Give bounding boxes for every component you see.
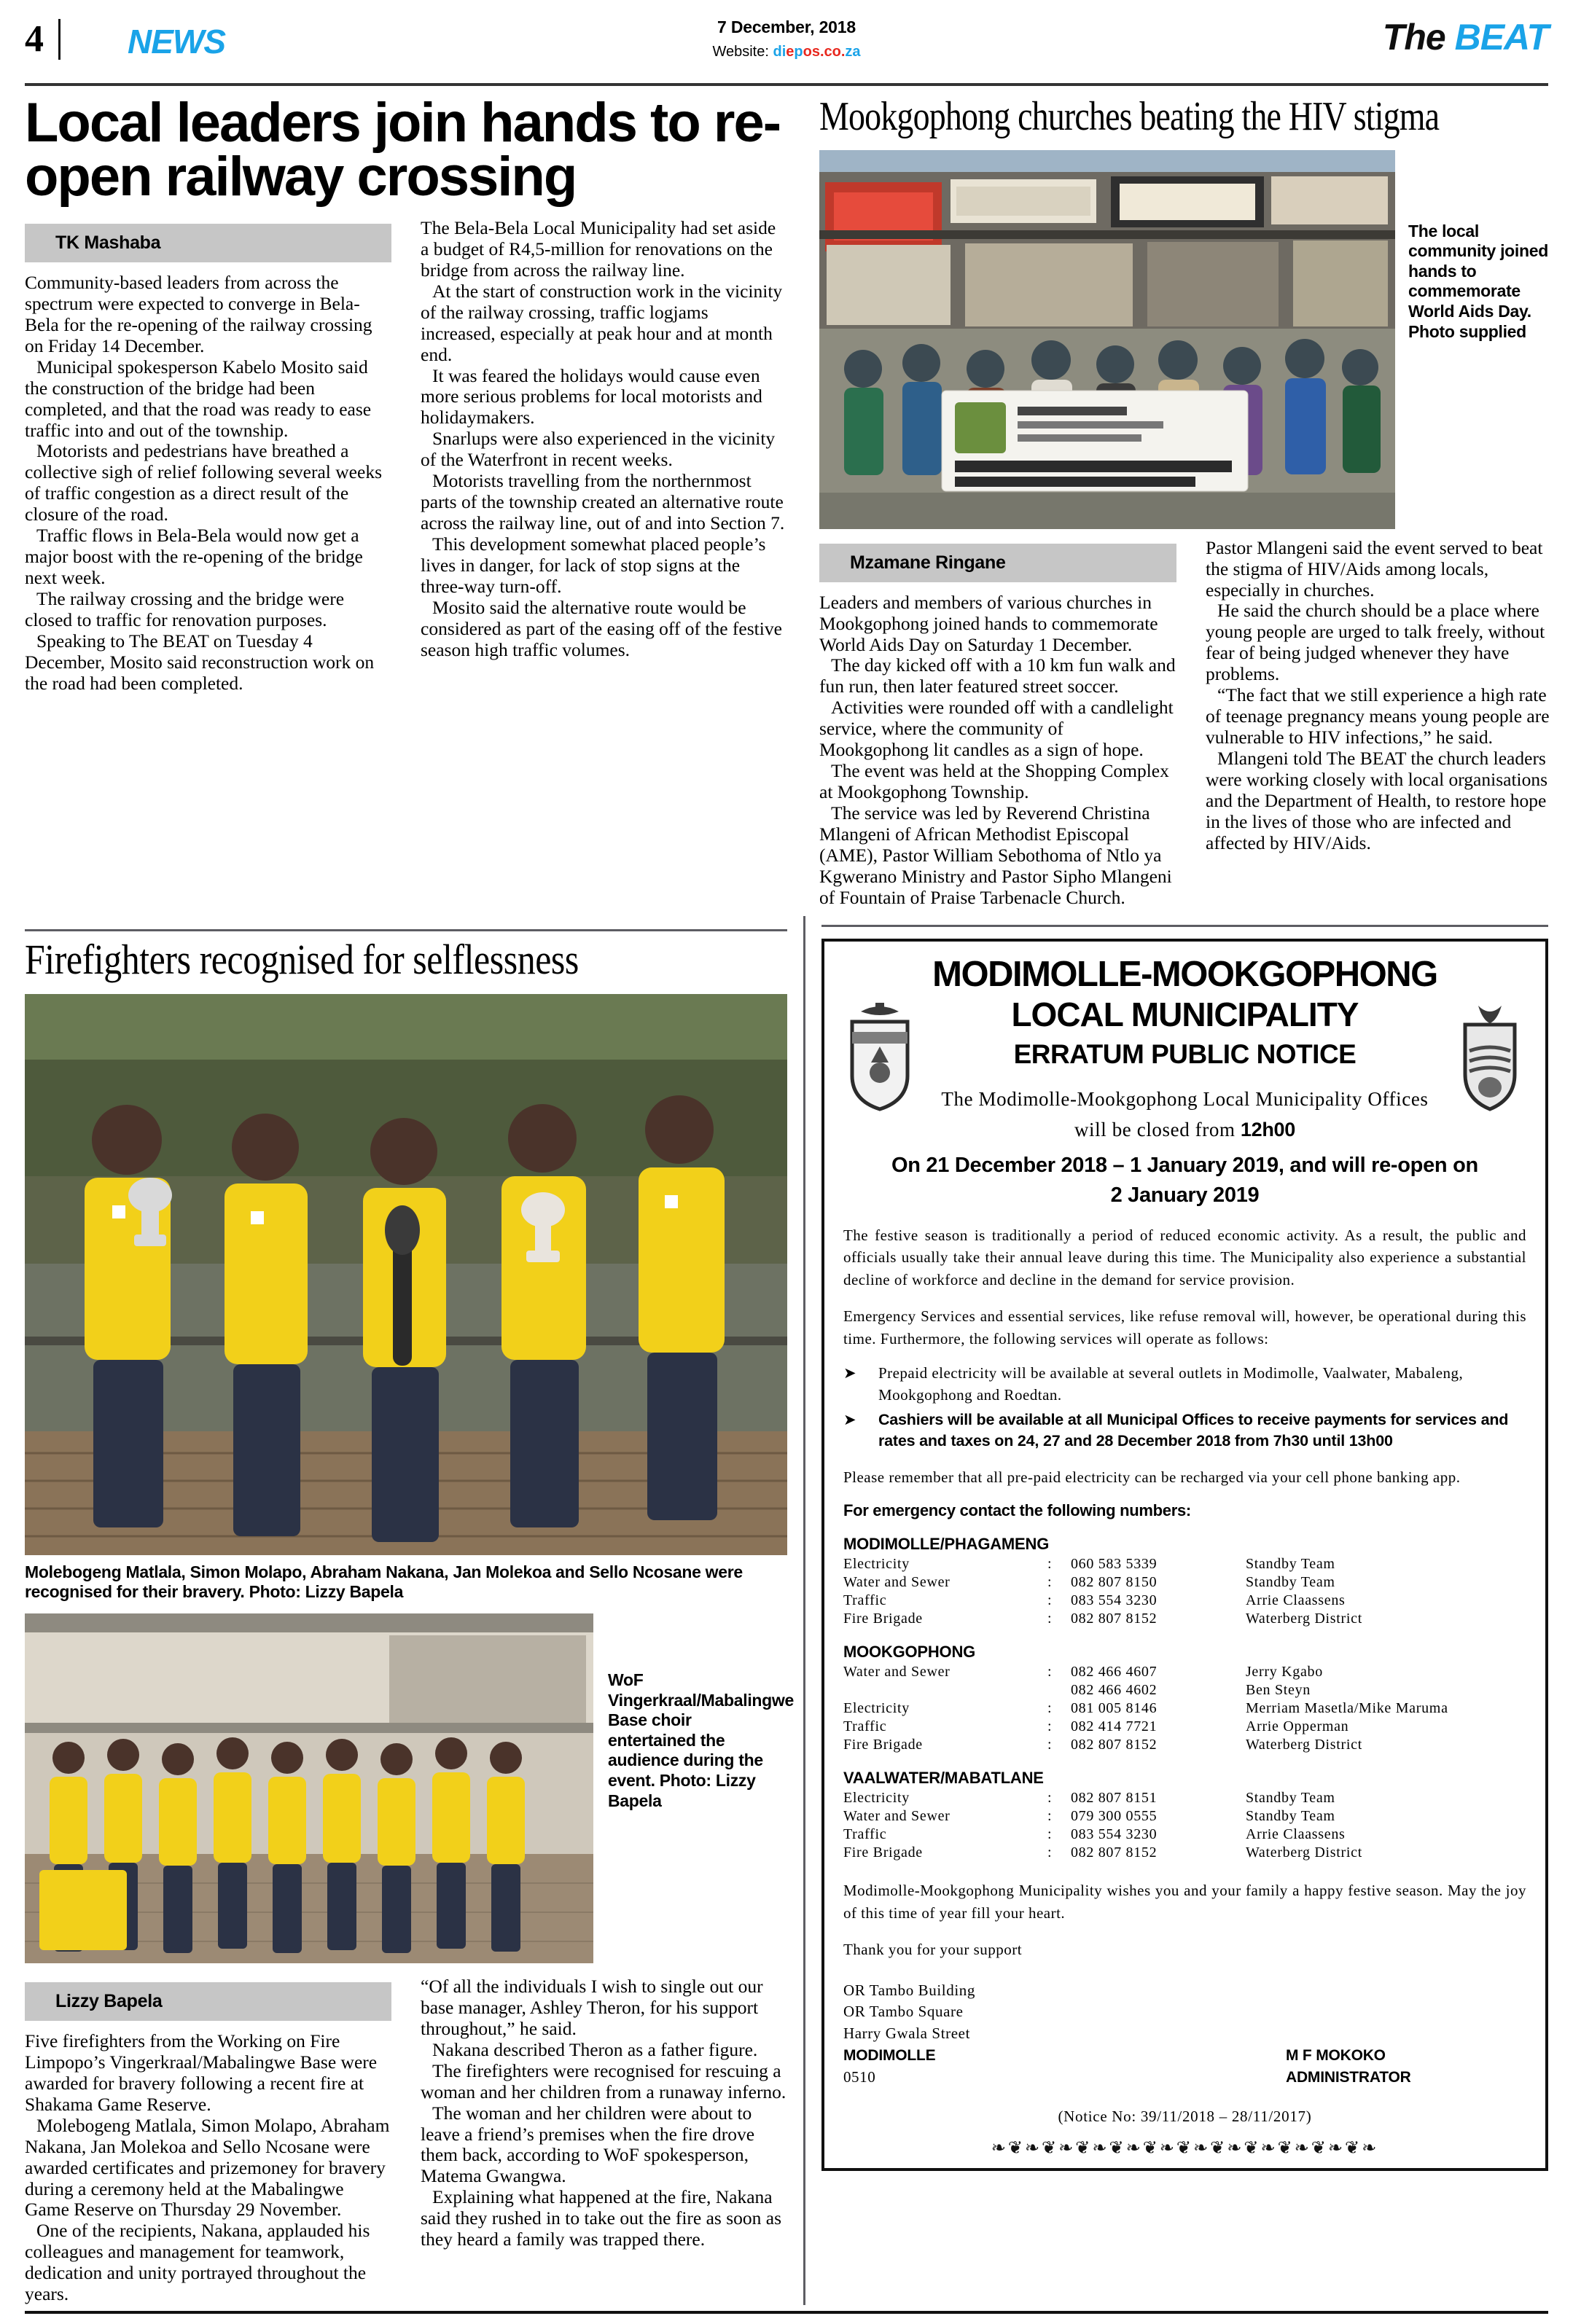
contact-group-heading: MOOKGOPHONG [843, 1643, 976, 1662]
table-row [843, 1610, 1526, 1628]
top-section [25, 92, 1550, 909]
municipal-crest-left-icon [846, 1003, 913, 1112]
paragraph: This development somewhat placed people’s lives in danger, for lack of stop signs at the three-way turn-off. [421, 533, 766, 597]
page-number: 4 [25, 18, 44, 60]
phone-number: 060 583 5339 [1070, 1556, 1158, 1573]
phone-number: 082 807 8150 [1070, 1574, 1158, 1591]
paragraph: Motorists travelling from the northernmost parts of the township created an alternative route across the railway line, out of and into Section 7. [421, 470, 785, 534]
paragraph: Five firefighters from the Working on Fire Limpopo’s Vingerkraal/Mabalingwe Base were awarded for bravery following a recent fire at Shakama Game Reserve. [25, 2030, 378, 2115]
paragraph: Mosito said the alternative route would be considered as part of the easing off of the festive season high traffic volumes. [421, 596, 782, 660]
brand-logo [1383, 16, 1548, 58]
hiv-headline: Mookgophong churches beating the HIV stigma [819, 94, 1440, 139]
paragraph: The railway crossing and the bridge were closed to traffic for renovation purposes. [25, 588, 345, 630]
contact-person: Standby Team [1245, 1808, 1335, 1825]
notice-title-line2: LOCAL MUNICIPALITY [1011, 995, 1359, 1034]
contact-person: Waterberg District [1245, 1737, 1362, 1753]
masthead [25, 16, 1548, 79]
address-line-2: OR Tambo Square [843, 2003, 964, 2021]
phone-number: 082 807 8151 [1070, 1790, 1158, 1807]
phone-number: 081 005 8146 [1070, 1700, 1158, 1717]
hiv-column-1 [819, 592, 1176, 909]
phone-number: 082 807 8152 [1070, 1737, 1158, 1753]
table-row [843, 1736, 1526, 1754]
paragraph: Community-based leaders from across the spectrum were expected to converge in Bela-Bela for the re-opening of the railway crossing on Friday 14 December. [25, 271, 372, 356]
phone-number: 082 466 4602 [1070, 1682, 1158, 1699]
municipality-notice-ad [821, 916, 1548, 2305]
paragraph: The firefighters were recognised for rescuing a woman and her children from a runaway inferno. [421, 2059, 786, 2102]
firefighters-byline: Lizzy Bapela [25, 1982, 391, 2021]
service-name: Fire Brigade [843, 1844, 923, 1861]
notice-reference-number: (Notice No: 39/11/2018 – 28/11/2017) [1058, 2107, 1312, 2125]
notice-lead-pre: will be closed from [1074, 1119, 1241, 1141]
notice-bullet-item [843, 1409, 1526, 1452]
table-row [843, 1844, 1526, 1862]
hiv-photo [819, 150, 1395, 529]
railway-column-2 [421, 218, 787, 661]
colon: : [1047, 1664, 1053, 1681]
brand-the: The [1382, 17, 1455, 58]
chevron-right-icon: ➤ [843, 1410, 857, 1428]
colon: : [1047, 1718, 1053, 1735]
article-hiv [819, 96, 1563, 909]
contact-table [843, 1555, 1526, 1628]
contact-table [843, 1663, 1526, 1754]
table-row [843, 1826, 1526, 1844]
address-line-3: Harry Gwala Street [843, 2024, 971, 2043]
masthead-dateblock [712, 17, 860, 60]
address-postal-code: 0510 [843, 2067, 876, 2086]
colon: : [1047, 1611, 1053, 1627]
contact-table [843, 1789, 1526, 1862]
phone-number: 079 300 0555 [1070, 1808, 1158, 1825]
column-divider-lower [803, 916, 805, 2305]
service-name: Electricity [843, 1556, 910, 1573]
contact-person: Waterberg District [1245, 1844, 1362, 1861]
notice-bullet-text: Prepaid electricity will be available at several outlets in Modimolle, Vaalwater, Mabaleng, Mookgophong and Roedtan. [878, 1364, 1464, 1404]
notice-bullet-list [843, 1363, 1526, 1452]
website-url[interactable]: diepos.co.za [773, 44, 861, 60]
firefighters-column-1 [25, 2031, 391, 2305]
notice-title-line3: ERRATUM PUBLIC NOTICE [1013, 1038, 1357, 1069]
paragraph: Municipal spokesperson Kabelo Mosito said the construction of the bridge had been completed, and that the road was ready to ease traffic into and out of the township. [25, 356, 372, 441]
phone-number: 082 807 8152 [1070, 1844, 1158, 1861]
colon: : [1047, 1737, 1053, 1753]
contact-group-heading: MODIMOLLE/PHAGAMENG [843, 1535, 1050, 1554]
colon: : [1047, 1700, 1053, 1717]
firefighters-photo-caption: Molebogeng Matlala, Simon Molapo, Abraham Nakana, Jan Molekoa and Sello Ncosane were recognised for their bravery. Photo: Lizzy Bapela [25, 1562, 743, 1601]
signatory-name: M F MOKOKO [1286, 2047, 1386, 2065]
paragraph: At the start of construction work in the vicinity of the railway crossing, traffic logjams increased, especially at peak hour and at month end. [421, 280, 783, 365]
hiv-column-2 [1206, 538, 1563, 854]
firefighters-headline: Firefighters recognised for selflessness [25, 935, 579, 983]
contact-person: Standby Team [1245, 1790, 1335, 1807]
notice-closing-time: 12h00 [1240, 1119, 1295, 1141]
service-name: Traffic [843, 1592, 887, 1609]
paragraph: Traffic flows in Bela-Bela would now get a major boost with the re-opening of the bridge next week. [25, 525, 363, 589]
paragraph: The woman and her children were about to leave a friend’s premises when the fire drove them back, according to WoF spokesperson, Matema Gwangwa. [421, 2102, 755, 2187]
section-label: NEWS [128, 23, 225, 60]
decorative-ornament-icon: ❧❦❧❦❧❦❧❦❧❦❧❦❧❦❧❦❧❦❧❦❧❦❧ [991, 2137, 1379, 2158]
choir-photo [25, 1613, 593, 1963]
notice-paragraph-3: Please remember that all pre-paid electricity can be recharged via your cell phone banking app. [843, 1468, 1461, 1486]
municipal-crest-right-icon [1456, 1003, 1523, 1112]
signatory-title: ADMINISTRATOR [1286, 2068, 1411, 2086]
phone-number: 083 554 3230 [1070, 1826, 1158, 1843]
colon: : [1047, 1556, 1053, 1573]
hiv-byline: Mzamane Ringane [819, 544, 1176, 582]
chevron-right-icon: ➤ [843, 1364, 857, 1382]
table-row [843, 1555, 1526, 1573]
paragraph: The service was led by Reverend Christina Mlangeni of African Methodist Episcopal (AME), Pastor William Sebothoma of Ntlo ya Kgwerano Ministry and Pastor Sipho Mlangeni of Fountain of Praise Tarbenacle Church. [819, 802, 1172, 908]
colon: : [1047, 1574, 1053, 1591]
colon: : [1047, 1790, 1053, 1807]
issue-date: 7 December, 2018 [717, 17, 856, 36]
notice-box [821, 939, 1548, 2171]
website-label: Website: [712, 44, 769, 60]
paragraph: The event was held at the Shopping Complex at Mookgophong Township. [819, 760, 1169, 803]
phone-number: 082 466 4607 [1070, 1664, 1158, 1681]
contact-person: Arrie Claassens [1245, 1592, 1346, 1609]
notice-paragraph-1: The festive season is traditionally a period of reduced economic activity. As a result, the public and officials usually take their annual leave during this time. The Municipality also experience a substantial decline of workforce and decline in the demand for service provision. [843, 1226, 1526, 1288]
paragraph: Leaders and members of various churches in Mookgophong joined hands to commemorate World Aids Day on Saturday 1 December. [819, 591, 1158, 655]
notice-festive-wishes: Modimolle-Mookgophong Municipality wishes you and your family a happy festive season. May the joy of this time of year fill your heart. [843, 1882, 1526, 1922]
railway-headline: Local leaders join hands to re-open railway crossing [25, 92, 781, 208]
firefighters-photo [25, 994, 787, 1555]
colon: : [1047, 1592, 1053, 1609]
paragraph: Explaining what happened at the fire, Nakana said they rushed in to take out the fire as soon as they heard a family was trapped there. [421, 2186, 782, 2250]
address-line-1: OR Tambo Building [843, 1981, 975, 1999]
railway-byline: TK Mashaba [25, 224, 391, 262]
table-row [843, 1663, 1526, 1681]
notice-lead-line1: The Modimolle-Mookgophong Local Municipality Offices [941, 1087, 1429, 1110]
paragraph: Snarlups were also experienced in the vicinity of the Waterfront in recent weeks. [421, 428, 776, 471]
table-row [843, 1681, 1526, 1699]
notice-emergency-heading: For emergency contact the following numbers: [843, 1501, 1191, 1520]
service-name: Electricity [843, 1700, 910, 1717]
choir-photo-caption: WoF Vingerkraal/Mabalingwe Base choir entertained the audience during the event. Photo: Lizzy Bapela [608, 1670, 795, 1810]
table-row [843, 1807, 1526, 1826]
table-row [843, 1573, 1526, 1592]
contact-person: Waterberg District [1245, 1611, 1362, 1627]
notice-bullet-text: Cashiers will be available at all Municipal Offices to receive payments for services and rates and taxes on 24, 27 and 28 December 2018 from 7h30 until 13h00 [878, 1410, 1509, 1449]
contact-person: Arrie Claassens [1245, 1826, 1346, 1843]
paragraph: Mlangeni told The BEAT the church leaders were working closely with local organisations and the Department of Health, to restore hope in the lives of those who are infected and affected by HIV/Aids. [1206, 748, 1548, 853]
paragraph: Molebogeng Matlala, Simon Molapo, Abraham Nakana, Jan Molekoa and Sello Ncosane were awarded certificates and prizemoney for bravery during a ceremony held at the Mabalingwe Game Reserve on Thursday 29 November. [25, 2114, 390, 2221]
article-firefighters [25, 916, 795, 2305]
service-name: Traffic [843, 1718, 887, 1735]
article-railway [25, 92, 787, 909]
notice-lead-line2 [843, 1116, 1526, 1143]
paragraph: The day kicked off with a 10 km fun walk and fun run, then later featured street soccer. [819, 654, 1176, 697]
service-name: Water and Sewer [843, 1574, 951, 1591]
notice-thanks: Thank you for your support [843, 1941, 1023, 1959]
contact-person: Ben Steyn [1245, 1682, 1311, 1699]
masthead-rule [25, 83, 1548, 86]
phone-number: 082 414 7721 [1070, 1718, 1158, 1735]
table-row [843, 1718, 1526, 1736]
colon: : [1047, 1826, 1053, 1843]
address-town: MODIMOLLE [843, 2047, 936, 2065]
brand-beat: BEAT [1454, 17, 1548, 58]
paragraph: Nakana described Theron as a father figure. [432, 2038, 758, 2060]
notice-bullet-item [843, 1363, 1526, 1406]
notice-top-rule [821, 925, 1548, 927]
contact-person: Standby Team [1245, 1556, 1335, 1573]
paragraph: It was feared the holidays would cause even more serious problems for local motorists and holidaymakers. [421, 364, 762, 429]
colon: : [1047, 1808, 1053, 1825]
notice-title-line1: MODIMOLLE-MOOKGOPHONG [932, 954, 1437, 994]
notice-paragraph-2: Emergency Services and essential services, like refuse removal will, however, be operational during this time. Furthermore, the following services will operate as follows: [843, 1307, 1526, 1347]
page-bottom-rule [25, 2311, 1548, 2314]
service-name: Fire Brigade [843, 1737, 923, 1753]
paragraph: One of the recipients, Nakana, applauded his colleagues and management for teamwork, dedication and unity portrayed throughout the years. [25, 2220, 370, 2305]
contact-person: Jerry Kgabo [1245, 1664, 1323, 1681]
service-name: Water and Sewer [843, 1808, 951, 1825]
colon: : [1047, 1844, 1053, 1861]
contact-group-heading: VAALWATER/MABATLANE [843, 1769, 1044, 1788]
table-row [843, 1592, 1526, 1610]
bottom-section [25, 916, 1548, 2305]
notice-closure-dates: On 21 December 2018 – 1 January 2019, and will re-open on [891, 1153, 1478, 1177]
paragraph: Activities were rounded off with a candlelight service, where the community of Mookgophong lit candles as a sign of hope. [819, 697, 1174, 761]
phone-number: 083 554 3230 [1070, 1592, 1158, 1609]
paragraph: The Bela-Bela Local Municipality had set aside a budget of R4,5-million for renovations on the bridge from across the railway line. [421, 216, 776, 281]
contact-person: Merriam Masetla/Mike Maruma [1245, 1700, 1448, 1717]
masthead-divider [58, 19, 60, 60]
paragraph: “Of all the individuals I wish to single out our base manager, Ashley Theron, for his support throughout,” he said. [421, 1975, 763, 2039]
contact-person: Standby Team [1245, 1574, 1335, 1591]
table-row [843, 1789, 1526, 1807]
section-rule [25, 929, 787, 931]
service-name [843, 1681, 1047, 1699]
service-name: Water and Sewer [843, 1664, 951, 1681]
service-name: Electricity [843, 1790, 910, 1807]
paragraph: Motorists and pedestrians have breathed a collective sigh of relief following several weeks of traffic congestion as a direct result of the closure of the road. [25, 440, 382, 525]
colon [1047, 1681, 1071, 1699]
service-name: Fire Brigade [843, 1611, 923, 1627]
table-row [843, 1699, 1526, 1718]
paragraph: He said the church should be a place where young people are urged to talk freely, without fear of being judged whenever they have problems. [1206, 600, 1545, 685]
contact-person: Arrie Opperman [1245, 1718, 1349, 1735]
service-name: Traffic [843, 1826, 887, 1843]
notice-reopen-date: 2 January 2019 [1110, 1183, 1260, 1208]
paragraph: Speaking to The BEAT on Tuesday 4 December, Mosito said reconstruction work on the road had been completed. [25, 630, 375, 694]
phone-number: 082 807 8152 [1070, 1611, 1158, 1627]
firefighters-column-2 [421, 1976, 787, 2250]
railway-column-1 [25, 273, 391, 695]
hiv-photo-caption: The local community joined hands to commemorate World Aids Day. Photo supplied [1408, 221, 1548, 341]
paragraph: Pastor Mlangeni said the event served to beat the stigma of HIV/Aids among locals, especially in churches. [1206, 536, 1543, 600]
paragraph: “The fact that we still experience a high rate of teenage pregnancy means young people are vulnerable to HIV infections,” he said. [1206, 684, 1550, 748]
